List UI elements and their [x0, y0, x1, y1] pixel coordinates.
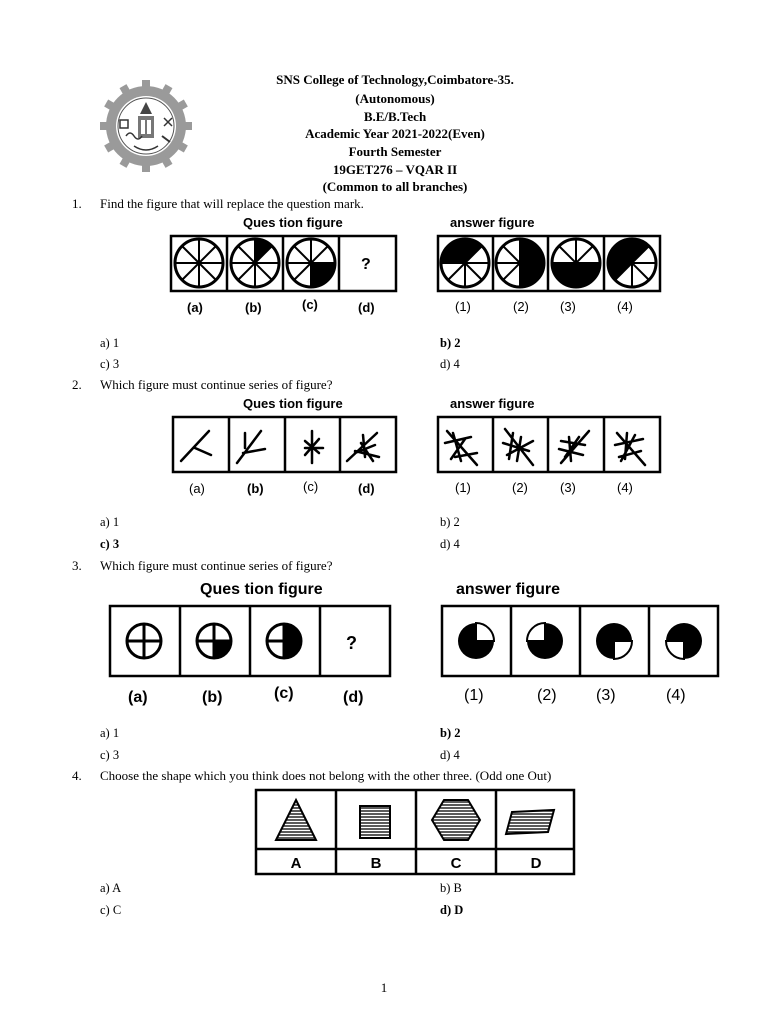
- a-label-1: (1): [455, 299, 471, 314]
- question-figure-caption: Ques tion figure: [243, 215, 343, 230]
- question-3: [72, 558, 332, 574]
- q2-option-c: c) 3: [100, 537, 120, 551]
- a-label-2: (2): [537, 687, 557, 704]
- shape-label-d: D: [530, 855, 542, 872]
- q-label-a: (a): [128, 689, 148, 706]
- answer-figure-caption: answer figure: [450, 215, 535, 230]
- question-mark: ?: [361, 256, 371, 273]
- a-label-4: (4): [617, 480, 633, 495]
- q-label-b: (b): [247, 481, 264, 496]
- degree-line: B.E/B.Tech: [363, 109, 427, 124]
- q-label-d: (d): [358, 481, 375, 496]
- a-label-3: (3): [560, 480, 576, 495]
- q1-figure: [165, 212, 665, 322]
- college-name: SNS College of Technology,Coimbatore-35.: [276, 72, 514, 87]
- q-label-a: (a): [189, 481, 205, 496]
- question-number: 3.: [72, 558, 82, 573]
- question-4: [72, 768, 551, 784]
- q4-option-a: a) A: [100, 881, 122, 895]
- semester: Fourth Semester: [348, 144, 442, 159]
- q-label-d: (d): [343, 689, 364, 706]
- q1-option-b: b) 2: [440, 336, 461, 350]
- course-code: 19GET276 – VQAR II: [332, 162, 458, 177]
- question-text: Which figure must continue series of figure?: [100, 377, 333, 392]
- shape-label-a: A: [290, 855, 302, 872]
- question-text: Find the figure that will replace the question mark.: [100, 196, 364, 211]
- q3-option-b: b) 2: [440, 726, 461, 740]
- q3-figure: [100, 574, 725, 714]
- q-label-d: (d): [358, 300, 375, 315]
- question-number: 2.: [72, 377, 82, 392]
- question-2: [72, 377, 332, 393]
- q2-option-a: a) 1: [100, 515, 120, 529]
- question-1: [72, 196, 364, 212]
- q4-option-c: c) C: [100, 903, 122, 917]
- q4-option-b: b) B: [440, 881, 462, 895]
- q-label-c: (c): [274, 685, 294, 702]
- question-mark: ?: [346, 633, 357, 653]
- q1-option-c: c) 3: [100, 357, 120, 371]
- answer-figure-caption: answer figure: [456, 581, 561, 598]
- q2-figure: [165, 393, 665, 503]
- question-text: Choose the shape which you think does not belong with the other three. (Odd one Out): [100, 768, 552, 783]
- q1-option-d: d) 4: [440, 357, 460, 371]
- q1-option-a: a) 1: [100, 336, 120, 350]
- q-label-a: (a): [187, 300, 203, 315]
- page-number: 1: [380, 980, 388, 995]
- question-figure-caption: Ques tion figure: [243, 396, 343, 411]
- q-label-b: (b): [202, 689, 223, 706]
- a-label-2: (2): [513, 299, 529, 314]
- q-label-c: (c): [302, 297, 318, 312]
- q-label-b: (b): [245, 300, 262, 315]
- question-number: 1.: [72, 196, 82, 211]
- a-label-1: (1): [455, 480, 471, 495]
- a-label-4: (4): [617, 299, 633, 314]
- shape-label-b: B: [370, 855, 382, 872]
- a-label-3: (3): [596, 687, 616, 704]
- q4-option-d: d) D: [440, 903, 464, 917]
- a-label-2: (2): [512, 480, 528, 495]
- answer-figure-caption: answer figure: [450, 396, 535, 411]
- a-label-4: (4): [666, 687, 686, 704]
- autonomous-line: (Autonomous): [355, 91, 435, 106]
- shape-label-c: C: [450, 855, 462, 872]
- question-number: 4.: [72, 768, 82, 783]
- a-label-3: (3): [560, 299, 576, 314]
- college-logo: [100, 80, 192, 172]
- question-figure-caption: Ques tion figure: [200, 581, 323, 598]
- q3-option-d: d) 4: [440, 748, 460, 762]
- q3-option-c: c) 3: [100, 748, 120, 762]
- q3-option-a: a) 1: [100, 726, 120, 740]
- q-label-c: (c): [303, 479, 319, 494]
- question-text: Which figure must continue series of figure?: [100, 558, 333, 573]
- q2-option-d: d) 4: [440, 537, 460, 551]
- a-label-1: (1): [464, 687, 484, 704]
- q2-option-b: b) 2: [440, 515, 460, 529]
- q4-figure: [250, 786, 580, 878]
- common-note: (Common to all branches): [322, 179, 468, 194]
- academic-year: Academic Year 2021-2022(Even): [305, 126, 485, 141]
